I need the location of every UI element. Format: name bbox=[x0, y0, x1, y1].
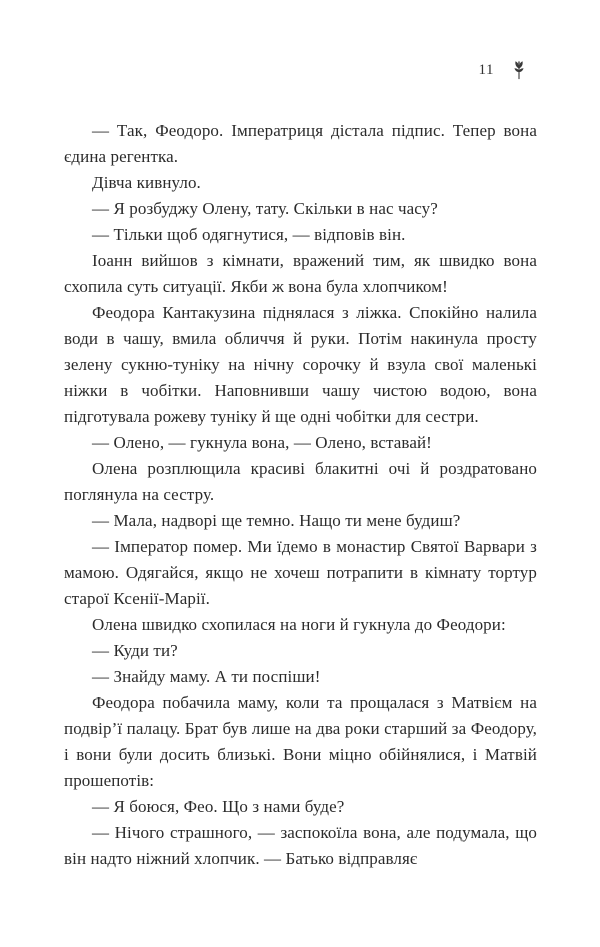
paragraph: — Мала, надворі ще темно. Нащо ти мене будиш? bbox=[92, 511, 461, 530]
paragraph: Дівча кивнуло. bbox=[92, 173, 201, 192]
paragraph: — Нічого страшного, — заспокоїла вона, але подумала, що він надто ніжний хлопчик. — Батько відправляє bbox=[64, 823, 537, 868]
page-header bbox=[479, 60, 526, 80]
paragraph: — Я боюся, Фео. Що з нами буде? bbox=[92, 797, 345, 816]
fleuron-icon bbox=[512, 60, 526, 80]
body-text bbox=[64, 118, 537, 872]
paragraph: Олена розплющила красиві блакитні очі й роздратовано поглянула на сестру. bbox=[64, 459, 537, 504]
page-number: 11 bbox=[478, 61, 494, 78]
paragraph: Феодора Кантакузина піднялася з ліжка. Спокійно налила води в чашу, вмила обличчя й руки. Потім накинула просту зелену сукню-туніку на нічну сорочку й взула свої маленькі ніжки в чобітки. Наповнивши чашу чистою водою, вона підготувала рожеву туніку й ще одні чобітки для сестри. bbox=[64, 303, 537, 426]
paragraph: — Я розбуджу Олену, тату. Скільки в нас часу? bbox=[92, 199, 438, 218]
paragraph: — Куди ти? bbox=[92, 641, 178, 660]
paragraph: Феодора побачила маму, коли та прощалася з Матвієм на подвір’ї палацу. Брат був лише на два роки старший за Феодору, і вони були досить близькі. Вони міцно обійнялися, і Матвій прошепотів: bbox=[64, 693, 537, 790]
paragraph: — Знайду маму. А ти поспіши! bbox=[92, 667, 321, 686]
paragraph: Олена швидко схопилася на ноги й гукнула до Феодори: bbox=[92, 615, 506, 634]
paragraph: — Тільки щоб одягнутися, — відповів він. bbox=[92, 225, 406, 244]
paragraph: Іоанн вийшов з кімнати, вражений тим, як швидко вона схопила суть ситуації. Якби ж вона була хлопчиком! bbox=[64, 251, 537, 296]
paragraph: — Так, Феодоро. Імператриця дістала підпис. Тепер вона єдина регентка. bbox=[64, 121, 537, 166]
paragraph: — Олено, — гукнула вона, — Олено, вставай! bbox=[92, 433, 432, 452]
paragraph: — Імператор помер. Ми їдемо в монастир Святої Варвари з мамою. Одягайся, якщо не хочеш потрапити в кімнату тортур старої Ксенії-Марії. bbox=[64, 537, 537, 608]
